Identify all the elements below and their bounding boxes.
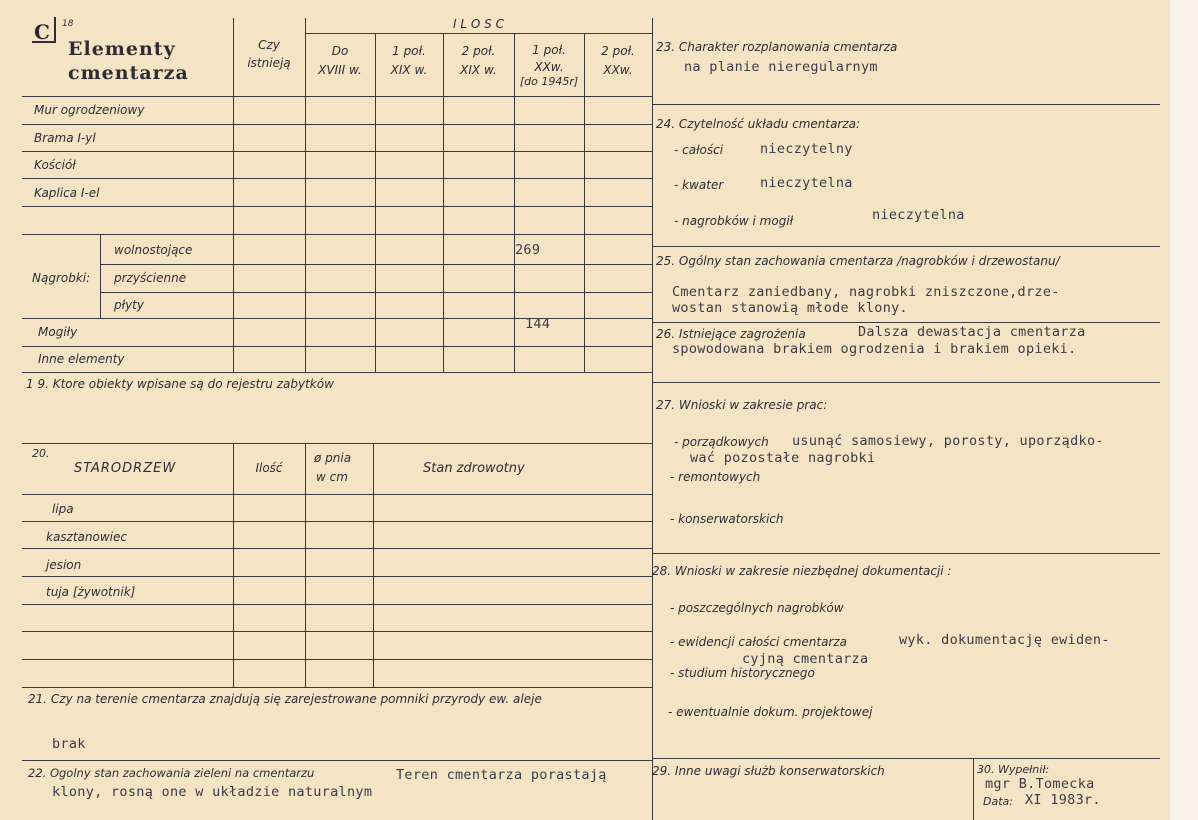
row-przyscienne: przyścienne (114, 271, 187, 285)
col-xx1-1: 1 poł. (532, 43, 566, 57)
col-czy-1: Czy (258, 38, 280, 52)
q24-calosci-val: nieczytelny (760, 141, 853, 157)
q30-name: mgr B.Tomecka (985, 776, 1095, 792)
col-czy-2: istnieją (247, 56, 291, 70)
q20-num: 20. (32, 447, 50, 460)
q21-answer: brak (52, 736, 86, 752)
q27-porz-val1: usunąć samosiewy, porosty, uporządko- (792, 433, 1104, 449)
col-xviii-2: XVIII w. (318, 63, 362, 77)
q24-kwater: - kwater (674, 178, 724, 192)
title-line1: Elementy (68, 38, 176, 60)
q20-stan: Stan zdrowotny (423, 461, 525, 476)
q28-studium: - studium historycznego (670, 666, 815, 680)
row-inne: Inne elementy (38, 352, 125, 366)
col-xix2-1: 2 poł. (461, 44, 496, 58)
q26-answer1: Dalsza dewastacja cmentarza (858, 324, 1086, 340)
col-xix2-2: XIX w. (460, 63, 497, 77)
q20-ilosc: Ilość (255, 461, 283, 475)
q22-answer2: klony, rosną one w układzie naturalnym (52, 784, 373, 800)
value-wolnostojace: 269 (515, 242, 541, 258)
q20-header: STARODRZEW (74, 461, 177, 476)
q24-kwater-val: nieczytelna (760, 175, 853, 191)
col-xx2-1: 2 poł. (601, 44, 635, 58)
q27-porz: - porządkowych (674, 435, 769, 449)
tree-kasztanowiec: kasztanowiec (46, 530, 127, 544)
card-code: C (34, 20, 50, 44)
q30-data-label: Data: (983, 795, 1013, 808)
row-kaplica: Kaplica I-el (34, 186, 100, 200)
q24-label: 24. Czytelność układu cmentarza: (656, 117, 861, 131)
q24-nagrobkow-val: nieczytelna (872, 207, 965, 223)
row-mogily: Mogiły (38, 325, 78, 339)
q21-label: 21. Czy na terenie cmentarza znajdują się zarejestrowane pomniki przyrody ew. aleje (28, 692, 542, 706)
q22-label: 22. Ogolny stan zachowania zieleni na cmentarzu (28, 766, 315, 780)
col-xx2-2: XXw. (603, 63, 633, 77)
q24-calosci: - całości (674, 143, 724, 157)
q27-konserw: - konserwatorskich (670, 512, 784, 526)
q27-remont: - remontowych (670, 470, 761, 484)
q26-answer2: spowodowana brakiem ogrodzenia i brakiem opieki. (672, 341, 1077, 357)
tree-tuja: tuja [żywotnik] (46, 585, 136, 599)
q23-label: 23. Charakter rozplanowania cmentarza (656, 40, 898, 54)
col-xix1-2: XIX w. (390, 63, 428, 77)
scan-margin (1170, 0, 1198, 820)
col-xix1-1: 1 poł. (392, 44, 426, 58)
q27-porz-val2: wać pozostałe nagrobki (690, 450, 876, 466)
q28-ewid: - ewidencji całości cmentarza (670, 635, 848, 649)
q28-label: 28. Wnioski w zakresie niezbędnej dokumentacji : (652, 564, 952, 578)
q27-label: 27. Wnioski w zakresie prac: (656, 398, 828, 412)
q28-posz: - poszczególnych nagrobków (670, 601, 844, 615)
q20-pnia-2: w cm (316, 470, 348, 484)
q30-date: XI 1983r. (1025, 792, 1101, 808)
row-mur: Mur ogrodzeniowy (34, 103, 145, 117)
q25-answer1: Cmentarz zaniedbany, nagrobki zniszczone,drze- (672, 284, 1060, 300)
col-xx1-2: XXw. (534, 60, 564, 74)
q22-answer1: Teren cmentarza porastają (396, 767, 607, 783)
row-kosciol: Kościół (34, 158, 76, 172)
q28-ewid-val2: cyjną cmentarza (742, 651, 869, 667)
col-xviii-1: Do (331, 44, 349, 58)
q28-projekt: - ewentualnie dokum. projektowej (668, 705, 873, 719)
q19-label: 1 9. Ktore obiekty wpisane są do rejestru zabytków (26, 377, 334, 391)
row-wolnostojace: wolnostojące (114, 243, 193, 257)
q29-label: 29. Inne uwagi służb konserwatorskich (652, 764, 885, 778)
tree-lipa: lipa (52, 502, 74, 516)
q25-label: 25. Ogólny stan zachowania cmentarza /nagrobków i drzewostanu/ (656, 254, 1060, 268)
row-plyty: płyty (114, 298, 144, 312)
q28-ewid-val1: wyk. dokumentację ewiden- (899, 632, 1110, 648)
title-line2: cmentarza (68, 62, 189, 84)
row-nagrobki: Nągrobki: (32, 271, 91, 285)
row-brama: Brama I-yl (34, 131, 96, 145)
q20-pnia-1: ø pnia (314, 451, 352, 465)
ilosc-header: I L O S C (453, 17, 504, 31)
q25-answer2: wostan stanowią młode klony. (672, 300, 908, 316)
tree-jesion: jesion (46, 558, 82, 572)
col-xx1-3: [do 1945r] (519, 75, 579, 88)
q30-label: 30. Wypełnił: (977, 763, 1050, 776)
q23-answer: na planie nieregularnym (684, 59, 878, 75)
q24-nagrobkow: - nagrobków i mogił (674, 214, 794, 228)
q26-label: 26. Istniejące zagrożenia (656, 327, 806, 341)
value-mogily: 144 (525, 316, 551, 332)
card-code-sup: 18 (62, 19, 74, 29)
